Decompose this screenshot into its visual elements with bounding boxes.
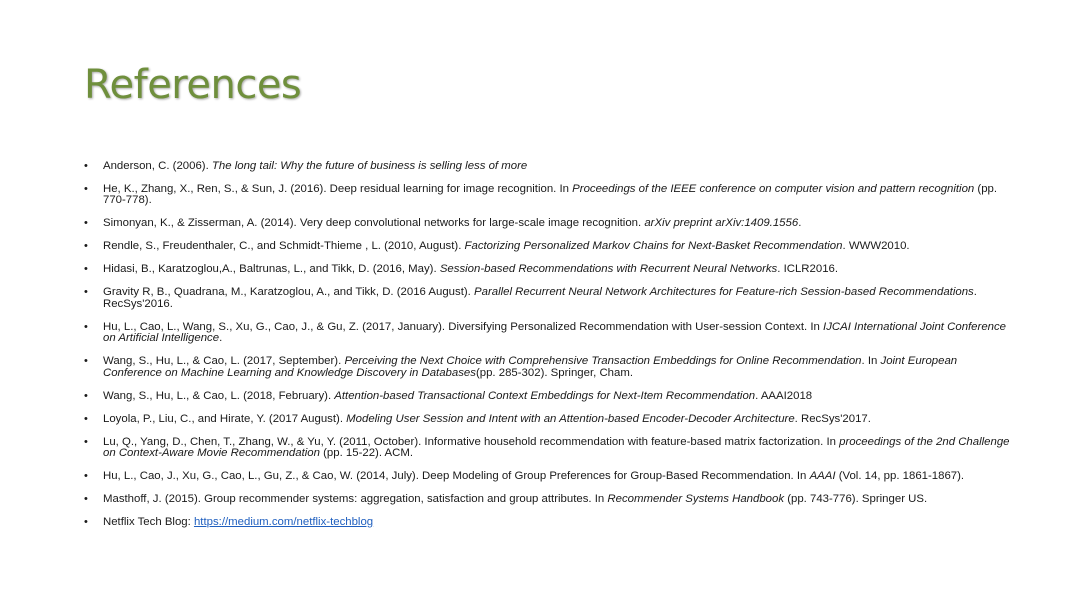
reference-title-text: Session-based Recommendations with Recurrent Neural Networks [439,263,778,276]
reference-title-text: The long tail: Why the future of business is selling less of more [211,160,528,172]
bullet-icon: • [84,320,88,333]
reference-item [84,264,1014,275]
reference-item [84,356,1014,379]
reference-text: Wang, S., Hu, L., & Cao, L. (2017, September). [103,355,345,368]
bullet-icon: • [84,160,88,172]
bullet-icon: • [84,183,88,195]
reference-title-text: Modeling User Session and Intent with an Attention-based Encoder-Decoder Architecture [346,412,795,425]
reference-title-text: arXiv preprint arXiv:1409.1556 [644,217,799,230]
bullet-icon: • [84,389,88,402]
reference-title-text: Parallel Recurrent Neural Network Architectures for Feature-rich Session-based Recommendations [474,286,974,299]
reference-item [84,471,1014,482]
reference-title-text: Perceiving the Next Choice with Comprehensive Transaction Embeddings for Online Recommendation [344,355,862,368]
reference-text: Anderson, C. (2006). [103,160,212,172]
reference-text: (pp. 743-776). Springer US. [784,493,928,506]
reference-item [84,287,1014,310]
bullet-icon: • [84,435,88,448]
reference-title-text: AAAI [809,470,836,483]
reference-text: . In [861,355,881,368]
reference-text: . WWW2010. [842,240,910,253]
reference-text: . ICLR2016. [777,263,839,276]
reference-title-text: IJCAI International Joint Conference on Artificial Intelligence [103,320,1007,345]
reference-text: Gravity R, B., Quadrana, M., Karatzoglou, A., and Tikk, D. (2016 August). [103,286,475,299]
reference-text: He, K., Zhang, X., Ren, S., & Sun, J. (2016). Deep residual learning for image recognition. In [103,183,573,195]
reference-text: (pp. 285-302). Springer, Cham. [475,366,633,379]
bullet-icon: • [84,412,88,425]
bullet-icon: • [84,286,88,299]
reference-item [84,437,1014,460]
reference-text: Loyola, P., Liu, C., and Hirate, Y. (2017 August). [103,412,347,425]
reference-text: Simonyan, K., & Zisserman, A. (2014). Very deep convolutional networks for large-scale image recognition. [103,217,645,230]
bullet-icon: • [84,355,88,368]
reference-text: (Vol. 14, pp. 1861-1867). [835,470,965,483]
reference-text: . RecSys'2016. [103,286,977,310]
reference-title-text: proceedings of the 2nd Challenge on Context-Aware Movie Recommendation [103,435,1010,460]
reference-item [84,517,1014,528]
reference-item [84,184,1014,207]
reference-text: Lu, Q., Yang, D., Chen, T., Zhang, W., & Yu, Y. (2011, October). Informative household recommendation with feature-based matrix factorization. In [103,435,840,448]
reference-text: Wang, S., Hu, L., & Cao, L. (2018, February). [103,389,335,402]
bullet-icon: • [84,470,88,483]
bullet-icon: • [84,240,88,253]
reference-text: (pp. 15-22). ACM. [319,447,414,460]
reference-item [84,218,1014,229]
bullet-icon: • [84,263,88,276]
reference-item [84,241,1014,252]
bullet-icon: • [84,217,88,230]
reference-title-text: Recommender Systems Handbook [607,493,785,506]
slide-title: References [84,62,302,108]
reference-text: Rendle, S., Freudenthaler, C., and Schmidt-Thieme , L. (2010, August). [103,240,465,253]
reference-item [84,161,1014,172]
reference-title-text: Proceedings of the IEEE conference on computer vision and pattern recognition [572,183,975,195]
reference-item [84,494,1014,505]
reference-title-text: Factorizing Personalized Markov Chains for Next-Basket Recommendation [464,240,843,253]
reference-text: Hidasi, B., Karatzoglou,A., Baltrunas, L., and Tikk, D. (2016, May). [103,263,440,276]
reference-text: . [798,217,802,230]
reference-text: (pp. 770-778). [103,183,998,207]
reference-list [84,161,1014,540]
reference-text: . RecSys'2017. [794,412,871,425]
reference-text: Masthoff, J. (2015). Group recommender systems: aggregation, satisfaction and group attributes. In [103,493,608,506]
reference-item [84,414,1014,425]
reference-item [84,322,1014,345]
reference-item [84,391,1014,402]
reference-title-text: Joint European Conference on Machine Learning and Knowledge Discovery in Databases [103,355,958,379]
reference-title-text: Attention-based Transactional Context Embeddings for Next-Item Recommendation [334,389,756,402]
netflix-techblog-link[interactable]: https://medium.com/netflix-techblog [193,516,374,529]
reference-text: Hu, L., Cao, L., Wang, S., Xu, G., Cao, J., & Gu, Z. (2017, January). Diversifying Personalized Recommendation with User-session Context. In [103,320,824,333]
reference-text: . [219,332,223,345]
bullet-icon: • [84,516,88,529]
reference-text: Netflix Tech Blog: [103,516,194,529]
reference-text: . AAAI2018 [755,389,813,402]
reference-text: Hu, L., Cao, J., Xu, G., Cao, L., Gu, Z., & Cao, W. (2014, July). Deep Modeling of Group Preferences for Group-Based Recommendation. In [103,470,810,483]
bullet-icon: • [84,493,88,506]
